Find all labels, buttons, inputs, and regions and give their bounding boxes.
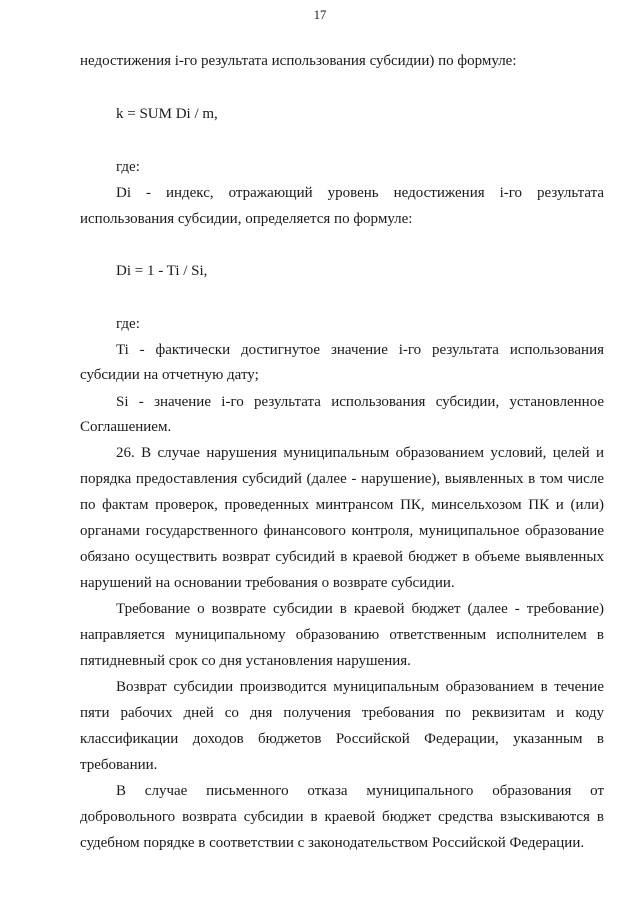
text-line: органами государственного финансового контроля, муниципальное образование (80, 523, 604, 539)
text-line: субсидии на отчетную дату; (80, 367, 259, 383)
formula-k: k = SUM Di / m, (116, 106, 218, 122)
where-label: где: (116, 316, 140, 332)
text-line: Возврат субсидии производится муниципальным образованием в течение (116, 679, 604, 695)
text-line: обязано осуществить возврат субсидий в краевой бюджет в объеме выявленных (80, 549, 604, 565)
text-line: В случае письменного отказа муниципального образования от (116, 783, 604, 799)
text-line: добровольного возврата субсидии в краевой бюджет средства взыскиваются в (80, 809, 604, 825)
page-number: 17 (313, 8, 327, 22)
text-line: использования субсидии, определяется по формуле: (80, 211, 413, 227)
text-line: 26. В случае нарушения муниципальным образованием условий, целей и (116, 445, 604, 461)
text-line: судебном порядке в соответствии с законодательством Российской Федерации. (80, 835, 585, 851)
text-line: недостижения i-го результата использования субсидии) по формуле: (80, 53, 517, 69)
where-label: где: (116, 159, 140, 175)
text-line: пяти рабочих дней со дня получения требования по реквизитам и коду (80, 705, 604, 721)
text-line: Ti - фактически достигнутое значение i-го результата использования (116, 342, 604, 358)
formula-di: Di = 1 - Ti / Si, (116, 263, 208, 279)
text-line: Требование о возврате субсидии в краевой бюджет (далее - требование) (116, 601, 604, 617)
text-line: по фактам проверок, проведенных минтрансом ПК, минсельхозом ПК и (или) (80, 497, 604, 513)
text-line: Соглашением. (80, 419, 172, 435)
text-line: пятидневный срок со дня установления нарушения. (80, 653, 411, 669)
text-line: нарушений на основании требования о возврате субсидии. (80, 575, 455, 591)
text-line: порядка предоставления субсидий (далее - нарушение), выявленных в том числе (80, 471, 604, 487)
text-line: Si - значение i-го результата использования субсидии, установленное (116, 394, 604, 410)
text-line: классификации доходов бюджетов Российской Федерации, указанным в (80, 731, 604, 747)
text-line: направляется муниципальному образованию ответственным исполнителем в (80, 627, 604, 643)
text-line: требовании. (80, 757, 158, 773)
text-line: Di - индекс, отражающий уровень недостижения i-го результата (116, 185, 604, 201)
